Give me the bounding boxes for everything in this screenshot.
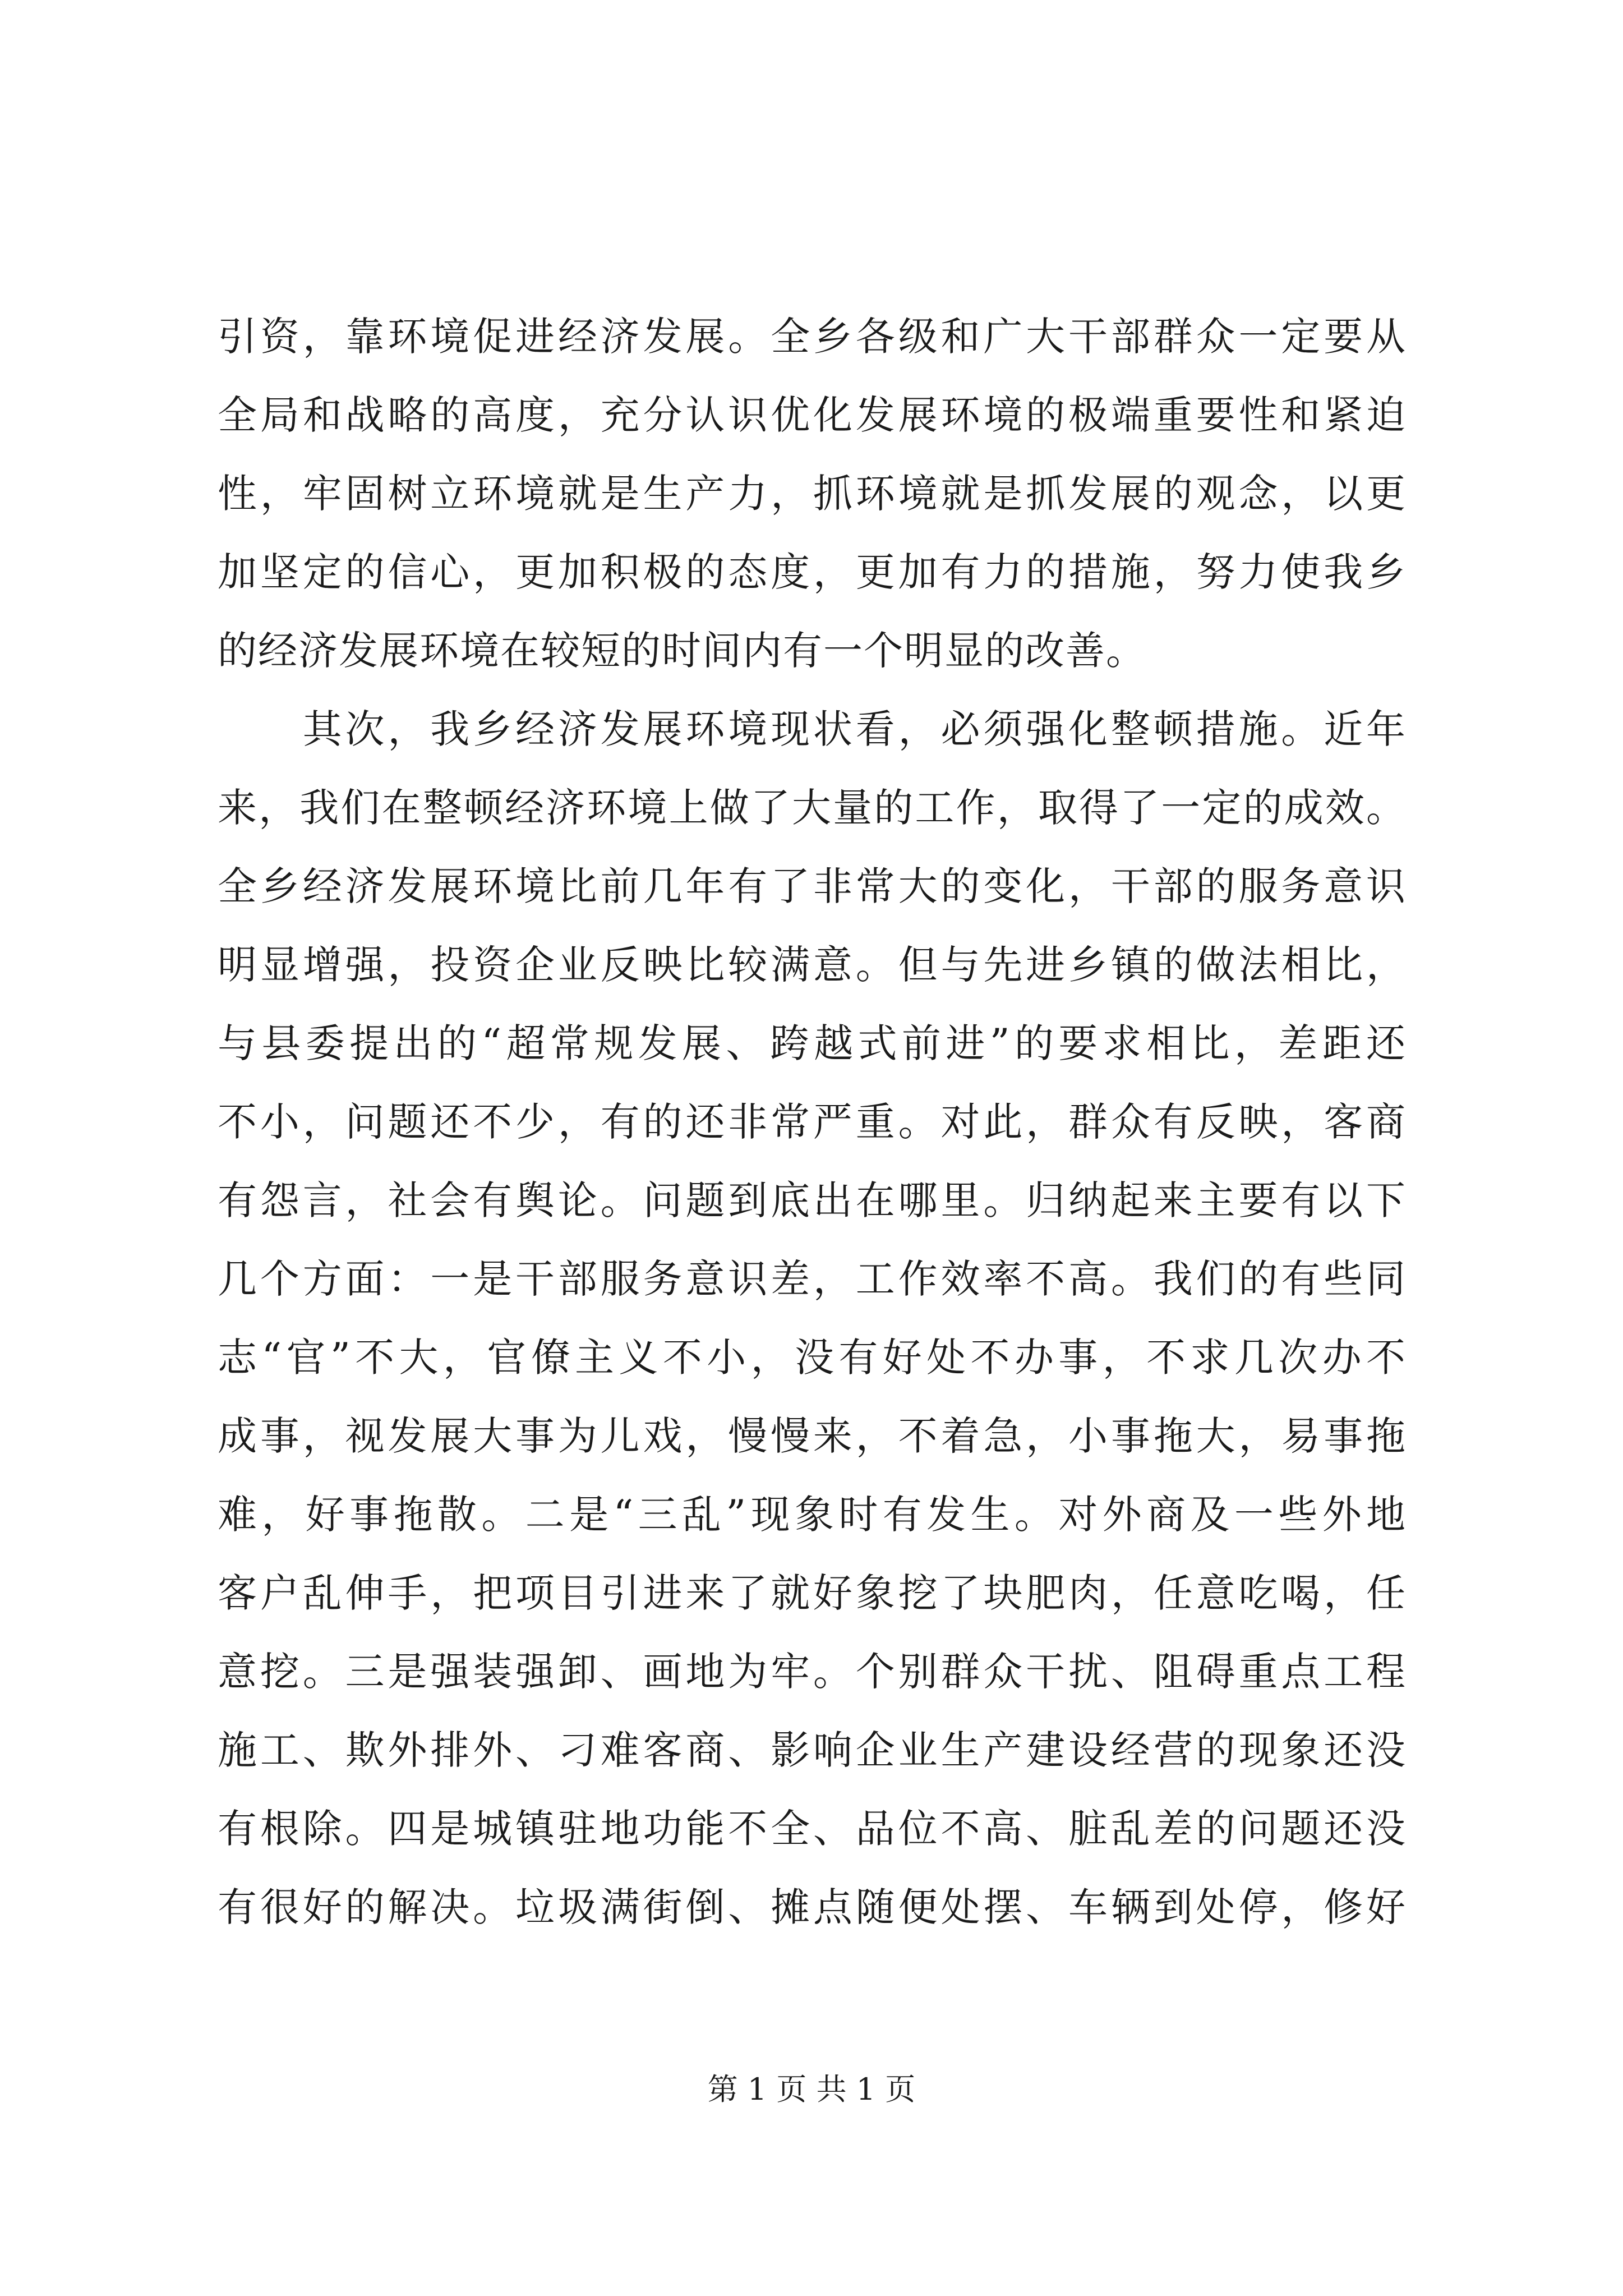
text-line: 有怨言，社会有舆论。问题到底出在哪里。归纳起来主要有以下 — [218, 1177, 1407, 1223]
text-line: 客户乱伸手，把项目引进来了就好象挖了块肥肉，任意吃喝，任 — [218, 1570, 1407, 1616]
text-line: 加坚定的信心，更加积极的态度，更加有力的措施，努力使我乡 — [218, 549, 1407, 595]
text-line: 不小，问题还不少，有的还非常严重。对此，群众有反映，客商 — [218, 1099, 1407, 1145]
page-number-footer: 第 1 页 共 1 页 — [707, 2072, 916, 2107]
text-line: 有根除。四是城镇驻地功能不全、品位不高、脏乱差的问题还没 — [218, 1806, 1407, 1852]
text-line: 性，牢固树立环境就是生产力，抓环境就是抓发展的观念，以更 — [218, 471, 1407, 517]
text-line: 全局和战略的高度，充分认识优化发展环境的极端重要性和紧迫 — [218, 392, 1407, 438]
body-text — [218, 297, 1407, 1947]
text-line: 的经济发展环境在较短的时间内有一个明显的改善。 — [218, 628, 1146, 674]
text-line: 意挖。三是强装强卸、画地为牢。个别群众干扰、阻碍重点工程 — [218, 1649, 1407, 1695]
text-line: 成事，视发展大事为儿戏，慢慢来，不着急，小事拖大，易事拖 — [218, 1413, 1407, 1459]
text-line: 引资，靠环境促进经济发展。全乡各级和广大干部群众一定要从 — [218, 314, 1407, 360]
text-line: 与县委提出的“超常规发展、跨越式前进”的要求相比，差距还 — [218, 1020, 1407, 1066]
text-line: 志“官”不大，官僚主义不小，没有好处不办事，不求几次办不 — [218, 1335, 1407, 1381]
text-line: 施工、欺外排外、刁难客商、影响企业生产建设经营的现象还没 — [218, 1727, 1407, 1773]
text-line: 其次，我乡经济发展环境现状看，必须强化整顿措施。近年 — [218, 706, 1407, 752]
text-line: 全乡经济发展环境比前几年有了非常大的变化，干部的服务意识 — [218, 863, 1407, 909]
text-line: 明显增强，投资企业反映比较满意。但与先进乡镇的做法相比， — [218, 942, 1407, 988]
text-line: 来，我们在整顿经济环境上做了大量的工作，取得了一定的成效。 — [218, 785, 1407, 831]
text-line: 几个方面：一是干部服务意识差，工作效率不高。我们的有些同 — [218, 1256, 1407, 1302]
text-line: 难，好事拖散。二是“三乱”现象时有发生。对外商及一些外地 — [218, 1492, 1407, 1538]
text-line: 有很好的解决。垃圾满街倒、摊点随便处摆、车辆到处停，修好 — [218, 1884, 1407, 1930]
